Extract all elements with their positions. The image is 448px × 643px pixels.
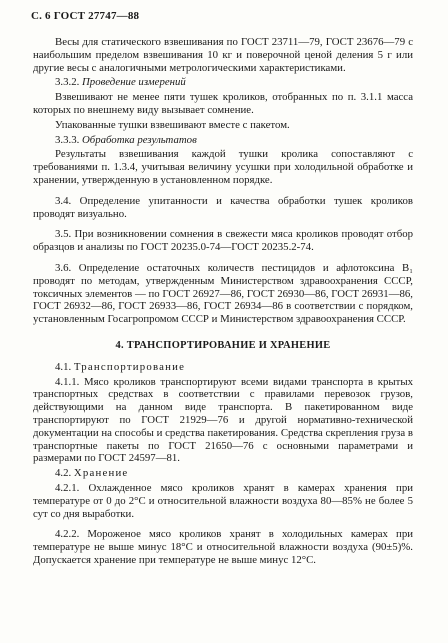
subsection-heading-3-3-2 — [33, 76, 413, 89]
paragraph-3-6: 3.6. Определение остаточных количеств пестицидов и афлотоксина B₁ проводят по методам, утвержденным Министерством здравоохранения СССР, токсичных элементов — по ГОСТ 26927—86, ГОСТ 26930—86, ГОСТ 26931—86, ГОСТ 26932—86, ГОСТ 26933—86, ГОСТ 26934—86 в соответствии с порядком, установленным Госагропромом СССР и Министерством здравоохранения СССР. — [33, 261, 413, 326]
subsection-number: 3.3.3. — [55, 133, 80, 146]
paragraph-4-1-1: 4.1.1. Мясо кроликов транспортируют всеми видами транспорта в крытых транспортных средствах в соответствии с правилами перевозок грузов, действующими на данном виде транспорта. В пакетированном виде транспортируют по ГОСТ 21929—76 и другой нормативно-технической документации на способы и средства пакетирования. Средства скрепления груза в транспортные пакеты по ГОСТ 21650—76 с основными параметрами и размерами по ГОСТ 24597—81. — [33, 375, 413, 465]
subsection-title: Обработка результатов — [82, 133, 197, 146]
subsection-number: 4.1. — [55, 360, 72, 373]
section-title: 4. ТРАНСПОРТИРОВАНИЕ И ХРАНЕНИЕ — [115, 339, 331, 351]
page-header: С. 6 ГОСТ 27747—88 — [31, 10, 140, 22]
paragraph-weighing: Взвешивают не менее пяти тушек кроликов, отобранных по п. 3.1.1 масса которых по внешнему виду вызывает сомнение. — [33, 91, 413, 116]
paragraph-packaged: Упакованные тушки взвешивают вместе с пакетом. — [55, 118, 290, 131]
subsection-heading-3-3-3 — [33, 134, 413, 147]
subsection-heading-4-2 — [33, 467, 413, 480]
paragraph-results: Результаты взвешивания каждой тушки кролика сопоставляют с требованиями п. 1.3.4, учитывая величину усушки при холодильной обработке и хранении, утвержденную в установленном порядке. — [33, 148, 413, 186]
subsection-heading-4-1 — [33, 361, 413, 374]
subsection-number: 3.3.2. — [55, 76, 80, 89]
paragraph-scales: Весы для статического взвешивания по ГОСТ 23711—79, ГОСТ 23676—79 с наибольшим пределом взвешивания 10 кг и поверочной ценой деления 5 г или другие весы с аналогичными метрологическими характеристиками. — [33, 36, 413, 74]
subsection-title: Проведение измерений — [82, 76, 186, 89]
paragraph-3-4: 3.4. Определение упитанности и качества обработки тушек кроликов проводят визуально. — [33, 194, 413, 220]
subsection-title: Хранение — [73, 467, 129, 480]
paragraph-4-2-1: 4.2.1. Охлажденное мясо кроликов хранят в камерах хранения при температуре от 0 до 2°C и относительной влажности воздуха 80—85% не более 5 сут со дня выработки. — [33, 481, 413, 520]
document-body — [33, 36, 413, 569]
subsection-number: 4.2. — [55, 467, 72, 480]
paragraph-4-2-2: 4.2.2. Мороженое мясо кроликов хранят в холодильных камерах при температуре не выше минус 18°C и относительной влажности воздуха (90±5)%. Допускается хранение при температуре не выше минус 12°C. — [33, 528, 413, 566]
paragraph-3-5: 3.5. При возникновении сомнения в свежести мяса кроликов проводят отбор образцов и анализы по ГОСТ 20235.0-74—ГОСТ 20235.2-74. — [33, 228, 413, 254]
subsection-title: Транспортирование — [73, 360, 186, 373]
